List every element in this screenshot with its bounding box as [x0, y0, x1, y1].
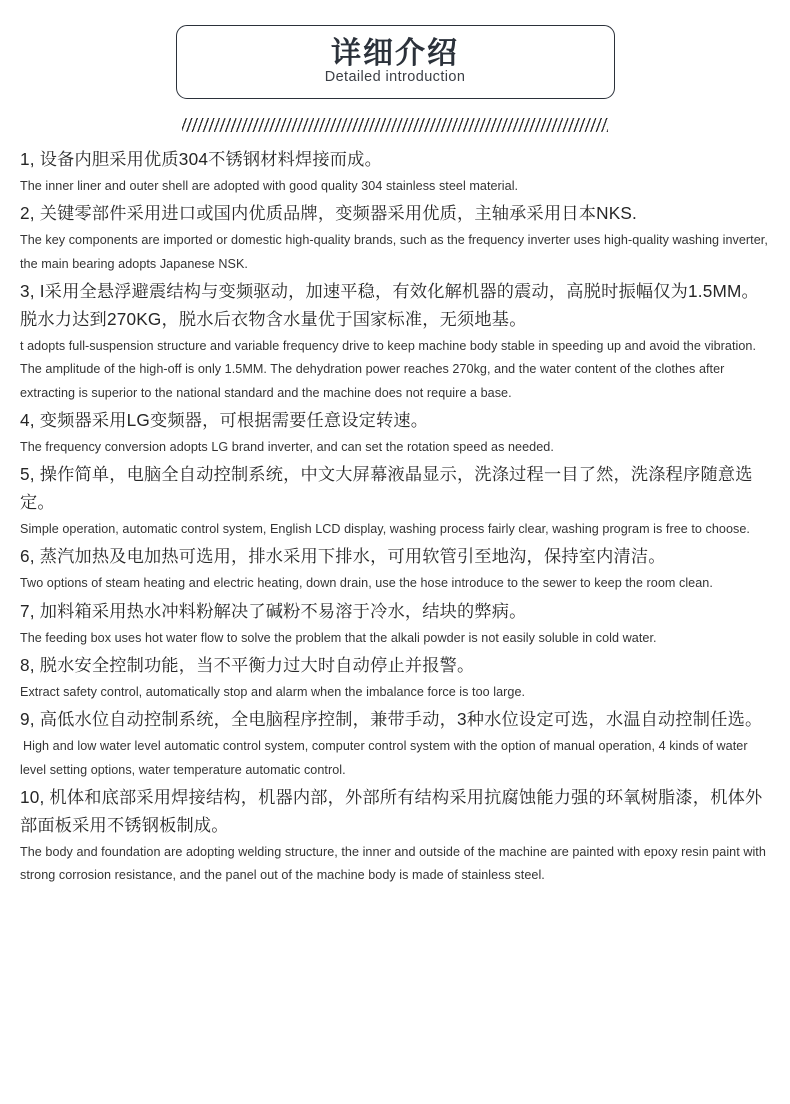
item-text-cn: 7, 加料箱采用热水冲料粉解决了碱粉不易溶于冷水，结块的弊病。 [20, 600, 527, 621]
list-item [20, 652, 772, 704]
list-item [20, 407, 772, 459]
page-title-en: Detailed introduction [324, 69, 466, 86]
title-box [176, 25, 615, 99]
list-item [20, 461, 772, 541]
list-item [20, 543, 772, 595]
item-text-cn: 10, 机体和底部采用焊接结构，机器内部，外部所有结构采用抗腐蚀能力强的环氧树脂漆，机体外部面板采用不锈钢板制成。 [20, 786, 763, 835]
item-text-en: Extract safety control, automatically stop and alarm when the imbalance force is too large. [20, 684, 526, 699]
list-item [20, 278, 772, 405]
item-text-en: Two options of steam heating and electric heating, down drain, use the hose introduce to the sewer to keep the room clean. [20, 576, 713, 591]
page-header [0, 0, 790, 99]
item-text-cn: 4, 变频器采用LG变频器，可根据需要任意设定转速。 [20, 409, 429, 430]
page-title-cn: 详细介绍 [331, 36, 459, 70]
item-text-cn: 1, 设备内胆采用优质304不锈钢材料焊接而成。 [20, 149, 382, 169]
hatch-divider-icon [182, 118, 608, 132]
item-text-en: The inner liner and outer shell are adopted with good quality 304 stainless steel material. [20, 178, 519, 193]
item-text-cn: 9, 高低水位自动控制系统，全电脑程序控制，兼带手动，3种水位设定可选，水温自动控制任选。 [20, 709, 763, 730]
item-text-cn: 5, 操作简单，电脑全自动控制系统，中文大屏幕液晶显示，洗涤过程一目了然，洗涤程序随意选定。 [20, 464, 753, 513]
item-text-en: The body and foundation are adopting welding structure, the inner and outside of the machine are painted with epoxy resin paint with strong corrosion resistance, and the panel out of the machine body is made of stainless steel. [20, 844, 766, 883]
item-text-cn: 3, I采用全悬浮避震结构与变频驱动，加速平稳，有效化解机器的震动，高脱时振幅仅为1.5MM。脱水力达到270KG，脱水后衣物含水量优于国家标准，无须地基。 [20, 280, 759, 329]
item-text-cn: 6, 蒸汽加热及电加热可选用，排水采用下排水，可用软管引至地沟，保持室内清洁。 [20, 546, 666, 567]
item-text-en: Simple operation, automatic control system, English LCD display, washing process fairly clear, washing program is free to choose. [20, 521, 750, 536]
item-text-en: High and low water level automatic control system, computer control system with the option of manual operation, 4 kinds of water level setting options, water temperature automatic control. [20, 739, 748, 777]
item-text-cn: 2, 关键零部件采用进口或国内优质品牌，变频器采用优质，主轴承采用日本NKS. [20, 203, 638, 224]
item-text-en: The feeding box uses hot water flow to solve the problem that the alkali powder is not easily soluble in cold water. [20, 630, 657, 645]
list-item [20, 200, 772, 276]
content-list [0, 146, 790, 888]
list-item [20, 706, 772, 782]
list-item [20, 598, 772, 650]
hatch-divider-wrap [0, 118, 790, 132]
item-text-en: t adopts full-suspension structure and variable frequency drive to keep machine body stable in speeding up and avoid the vibration. The amplitude of the high-off is only 1.5MM. The dehydration power reaches 270kg, and the water content of the clothes after extracting is superior to the national standard and the machine does not require a base. [20, 338, 757, 400]
list-item [20, 784, 772, 888]
item-text-en: The frequency conversion adopts LG brand inverter, and can set the rotation speed as needed. [20, 439, 554, 454]
item-text-cn: 8, 脱水安全控制功能，当不平衡力过大时自动停止并报警。 [20, 654, 475, 675]
item-text-en: The key components are imported or domestic high-quality brands, such as the frequency inverter uses high-quality washing inverter, the main bearing adopts Japanese NSK. [20, 233, 768, 271]
list-item [20, 146, 772, 198]
